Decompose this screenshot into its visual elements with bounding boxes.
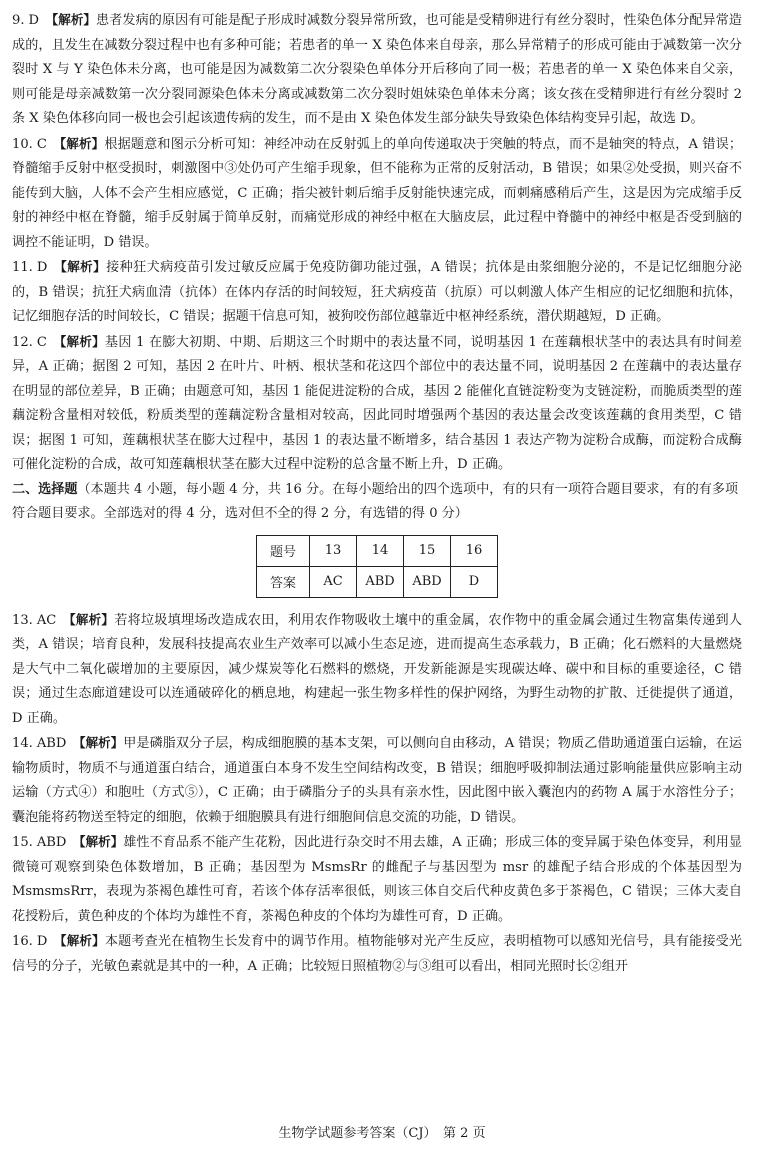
answer-item-11: 11. D 【解析】接种狂犬病疫苗引发过敏反应属于免疫防御功能过强，A 错误；抗体是由浆细胞分泌的，不是记忆细胞分泌的，B 错误；抗狂犬病血清（抗体）在体内存活的时间较短，狂犬病疫苗（抗原）可以刺激人体产生相应的记忆细胞和抗体，记忆细胞存活的时间较长，C 错误；据题干信息可知，被狗咬伤部位越靠近中枢神经系统，潜伏期越短，D 正确。 (12, 259, 742, 324)
answer-item-12: 12. C 【解析】基因 1 在膨大初期、中期、后期这三个时期中的表达量不同，说明基因 1 在莲藕根状茎中的表达具有时间差异，A 正确；据图 2 可知，基因 2 在叶片、叶柄、根状茎和花这四个部位中的表达量不同，说明基因 2 在莲藕中的表达量存在明显的部位差异，B 正确；由题意可知，基因 1 能促进淀粉的合成，基因 2 能催化直链淀粉变为支链淀粉，而脆质类型的莲藕淀粉含量相对较低，粉质类型的莲藕淀粉含量相对较高，因此同时增强两个基因的表达量会改变该莲藕的食用类型，C 错误；据图 1 可知，莲藕根状茎在膨大过程中，基因 1 的表达量不断增多，结合基因 1 表达产物为淀粉合成酶，而淀粉合成酶可催化淀粉的合成，故可知莲藕根状茎在膨大过程中淀粉的总含量不断上升，D 正确。 (12, 333, 742, 472)
explanation-text: 接种狂犬病疫苗引发过敏反应属于免疫防御功能过强，A 错误；抗体是由浆细胞分泌的，不是记忆细胞分泌的，B 错误；抗狂犬病血清（抗体）在体内存活的时间较短，狂犬病疫苗（抗原）可以刺激人体产生相应的记忆细胞和抗体，记忆细胞存活的时间较长，C 错误；据题干信息可知，被狗咬伤部位越靠近中枢神经系统，潜伏期越短，D 正确。 (12, 260, 742, 324)
explanation-text: 雄性不育品系不能产生花粉，因此进行杂交时不用去雄，A 正确；形成三体的变异属于染色体变异，利用显微镜可观察到染色体数增加，B 正确；基因型为 MsmsRr 的雌配子与基因型为 msr 的雄配子结合形成的个体基因型为 MsmsmsRrr，表现为茶褐色雄性可育，若该个体存活率很低，则该三体自交后代种皮黄色多于茶褐色，C 错误；三体大麦自花授粉后，黄色种皮的个体均为雄性不育，茶褐色种皮的个体均为雄性可育，D 正确。 (12, 835, 742, 924)
explanation-text: 基因 1 在膨大初期、中期、后期这三个时期中的表达量不同，说明基因 1 在莲藕根状茎中的表达具有时间差异，A 正确；据图 2 可知，基因 2 在叶片、叶柄、根状茎和花这四个部位中的表达量不同，说明基因 2 在莲藕中的表达量存在明显的部位差异，B 正确；由题意可知，基因 1 能促进淀粉的合成，基因 2 能催化直链淀粉变为支链淀粉，而脆质类型的莲藕淀粉含量相对较低，粉质类型的莲藕淀粉含量相对较高，因此同时增强两个基因的表达量会改变该莲藕的食用类型，C 错误；据图 1 可知，莲藕根状茎在膨大过程中，基因 1 的表达量不断增多，结合基因 1 表达产物为淀粉合成酶，而淀粉合成酶可催化淀粉的合成，故可知莲藕根状茎在膨大过程中淀粉的总含量不断上升，D 正确。 (12, 334, 742, 472)
explanation-text: 若将垃圾填埋场改造成农田，利用农作物吸收土壤中的重金属，农作物中的重金属会通过生物富集传递到人类，A 错误；培育良种，发展科技提高农业生产效率可以减小生态足迹，进而提高生态承载力，B 正确；化石燃料的大量燃烧是大气中二氧化碳增加的主要原因，减少煤炭等化石燃料的燃烧，开发新能源是实现碳达峰、碳中和目标的重要途径，C 错误；通过生态廊道建设可以连通破碎化的栖息地，构建起一张生物多样性的保护网络，为野生动物的扩散、迁徙提供了通道，D 正确。 (12, 612, 742, 726)
section-description: （本题共 4 小题，每小题 4 分，共 16 分。在每小题给出的四个选项中，有的只有一项符合题目要求，有的有多项符合题目要求。全部选对的得 4 分，选对但不全的得 2 分，有选错的得 0 分） (12, 481, 739, 521)
answer-item-15: 15. ABD 【解析】雄性不育品系不能产生花粉，因此进行杂交时不用去雄，A 正确；形成三体的变异属于染色体变异，利用显微镜可观察到染色体数增加，B 正确；基因型为 MsmsRr 的雌配子与基因型为 msr 的雄配子结合形成的个体基因型为 MsmsmsRrr，表现为茶褐色雄性可育，若该个体存活率很低，则该三体自交后代种皮黄色多于茶褐色，C 错误；三体大麦自花授粉后，黄色种皮的个体均为雄性不育，茶褐色种皮的个体均为雄性可育，D 正确。 (12, 834, 742, 924)
answer-item-10: 10. C 【解析】根据题意和图示分析可知：神经冲动在反射弧上的单向传递取决于突触的特点，而不是轴突的特点，A 错误；脊髓缩手反射中枢受损时，刺激图中③处仍可产生缩手现象，但不能称为正常的反射活动，B 错误；如果②处受损，则兴奋不能传到大脑，人体不会产生相应感觉，C 正确；指尖被针刺后缩手反射能快速完成，而刺痛感稍后产生，这是因为完成缩手反射的神经中枢在脊髓，缩手反射属于简单反射，而痛觉形成的神经中枢在大脑皮层，此过程中脊髓中的神经中枢是否受到脑的调控不能证明，D 错误。 (12, 135, 742, 250)
answer-item-9: 9. D 【解析】患者发病的原因有可能是配子形成时减数分裂异常所致，也可能是受精卵进行有丝分裂时，性染色体分配异常造成的，且发生在减数分裂过程中也有多种可能；若患者的单一 X 染色体来自母亲，那么异常精子的形成可能由于减数第一次分裂时 X 与 Y 染色体未分离，也可能是因为减数第二次分裂染色单体分开后移向了同一极；若患者的单一 X 染色体来自父亲，则可能是母亲减数第一次分裂同源染色体未分离或减数第二次分裂时姐妹染色单体未分离；该女孩在受精卵进行有丝分裂时 2 条 X 染色体移向同一极也会引起该遗传病的发生，而不是由 X 染色体发生部分缺失导致染色体结构变异引起，故选 D。 (12, 12, 742, 126)
explanation-text: 患者发病的原因有可能是配子形成时减数分裂异常所致，也可能是受精卵进行有丝分裂时，性染色体分配异常造成的，且发生在减数分裂过程中也有多种可能；若患者的单一 X 染色体来自母亲，那么异常精子的形成可能由于减数第一次分裂时 X 与 Y 染色体未分离，也可能是因为减数第二次分裂染色单体分开后移向了同一极；若患者的单一 X 染色体来自父亲，则可能是母亲减数第一次分裂同源染色体未分离或减数第二次分裂时姐妹染色单体未分离；该女孩在受精卵进行有丝分裂时 2 条 X 染色体移向同一极也会引起该遗传病的发生，而不是由 X 染色体发生部分缺失导致染色体结构变异引起，故选 D。 (12, 13, 742, 126)
explanation-text: 甲是磷脂双分子层，构成细胞膜的基本支架，可以侧向自由移动，A 错误；物质乙借助通道蛋白运输，在运输物质时，物质不与通道蛋白结合，通道蛋白本身不发生空间结构改变，B 错误；细胞呼吸抑制法通过影响能量供应影响主动运输（方式④）和胞吐（方式⑤），C 正确；由于磷脂分子的头具有亲水性，因此图中嵌入囊泡内的药物 A 属于水溶性分子；囊泡能将药物送至特定的细胞，依赖于细胞膜具有进行细胞间信息交流的功能，D 错误。 (12, 736, 742, 825)
explanation-text: 本题考查光在植物生长发育中的调节作用。植物能够对光产生反应，表明植物可以感知光信号，具有能接受光信号的分子，光敏色素就是其中的一种，A 正确；比较短日照植物②与③组可以看出，相同光照时长②组开 (12, 934, 742, 974)
section-title: 二、选择题 (12, 481, 78, 497)
page-footer: 生物学试题参考答案（CJ） 第 2 页 (278, 1126, 486, 1141)
table-row: 答案 AC ABD ABD D (257, 566, 498, 597)
table-row: 题号 13 14 15 16 (257, 535, 498, 566)
answer-table (256, 535, 498, 598)
section-heading (12, 478, 742, 527)
answer-item-13: 13. AC 【解析】若将垃圾填埋场改造成农田，利用农作物吸收土壤中的重金属，农作物中的重金属会通过生物富集传递到人类，A 错误；培育良种，发展科技提高农业生产效率可以减小生态足迹，进而提高生态承载力，B 正确；化石燃料的大量燃烧是大气中二氧化碳增加的主要原因，减少煤炭等化石燃料的燃烧，开发新能源是实现碳达峰、碳中和目标的重要途径，C 错误；通过生态廊道建设可以连通破碎化的栖息地，构建起一张生物多样性的保护网络，为野生动物的扩散、迁徙提供了通道，D 正确。 (12, 611, 742, 726)
explanation-text: 根据题意和图示分析可知：神经冲动在反射弧上的单向传递取决于突触的特点，而不是轴突的特点，A 错误；脊髓缩手反射中枢受损时，刺激图中③处仍可产生缩手现象，但不能称为正常的反射活动，B 错误；如果②处受损，则兴奋不能传到大脑，人体不会产生相应感觉，C 正确；指尖被针刺后缩手反射能快速完成，而刺痛感稍后产生，这是因为完成缩手反射的神经中枢在脊髓，缩手反射属于简单反射，而痛觉形成的神经中枢在大脑皮层，此过程中脊髓中的神经中枢是否受到脑的调控不能证明，D 错误。 (12, 136, 742, 250)
answer-item-14: 14. ABD 【解析】甲是磷脂双分子层，构成细胞膜的基本支架，可以侧向自由移动，A 错误；物质乙借助通道蛋白运输，在运输物质时，物质不与通道蛋白结合，通道蛋白本身不发生空间结构改变，B 错误；细胞呼吸抑制法通过影响能量供应影响主动运输（方式④）和胞吐（方式⑤），C 正确；由于磷脂分子的头具有亲水性，因此图中嵌入囊泡内的药物 A 属于水溶性分子；囊泡能将药物送至特定的细胞，依赖于细胞膜具有进行细胞间信息交流的功能，D 错误。 (12, 735, 742, 825)
answer-item-16: 16. D 【解析】本题考查光在植物生长发育中的调节作用。植物能够对光产生反应，表明植物可以感知光信号，具有能接受光信号的分子，光敏色素就是其中的一种，A 正确；比较短日照植物②与③组可以看出，相同光照时长②组开 (12, 933, 742, 974)
